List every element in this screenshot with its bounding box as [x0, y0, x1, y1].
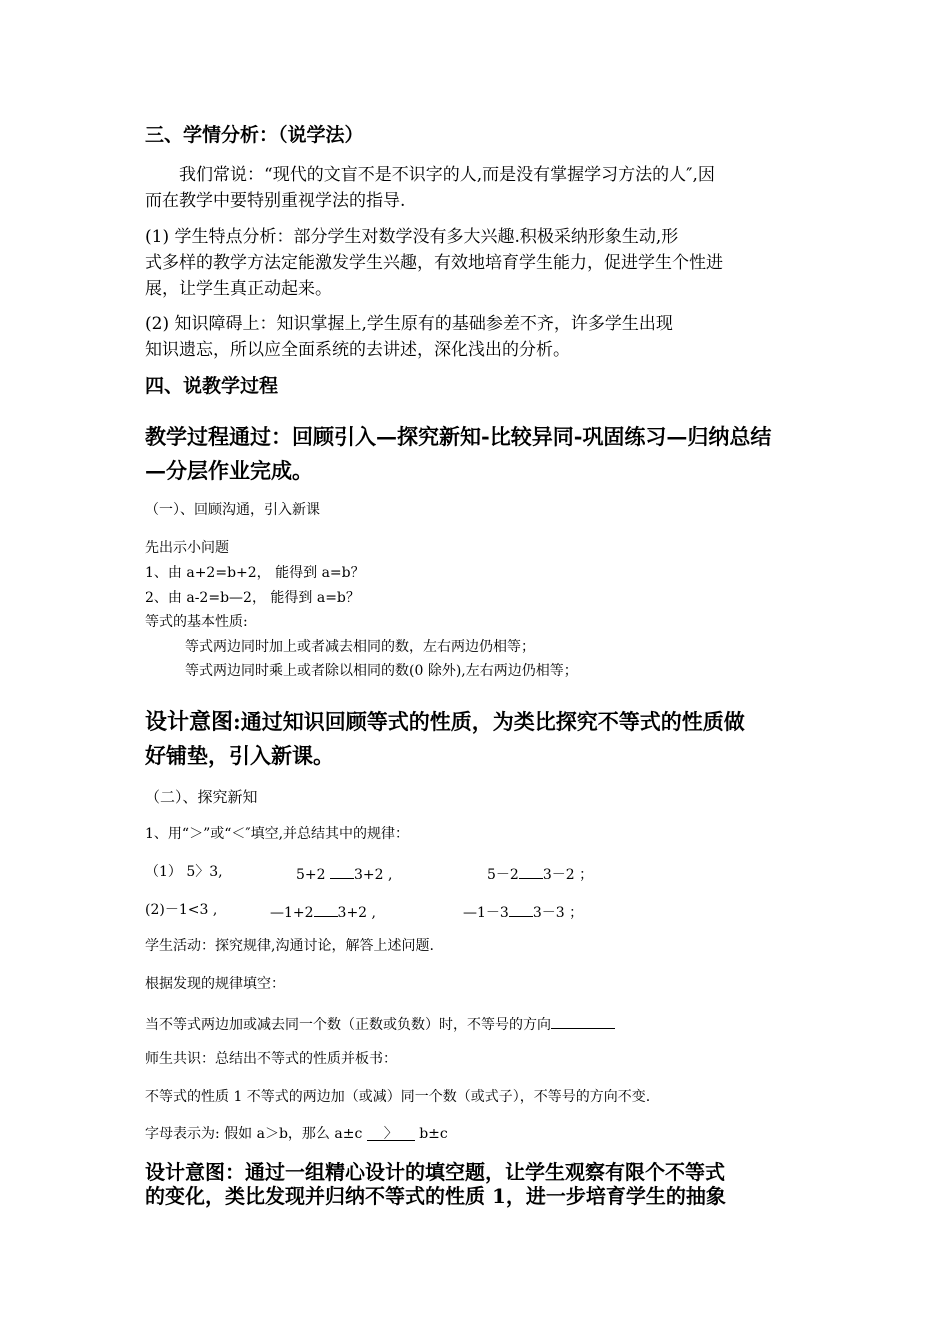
exercise-row-1-left: [296, 862, 392, 885]
design-intent-2-line-1: 设计意图：通过一组精心设计的填空题，让学生观察有限个不等式: [145, 1160, 725, 1184]
exercise-row-2-given: (2)－1<3 ,: [145, 902, 218, 918]
process-overview-line-2: —分层作业完成。: [145, 458, 313, 483]
intro-paragraph: [145, 162, 813, 214]
exercise-row-2-expr-c: —1－3: [463, 905, 509, 921]
fill-rule-statement: [145, 1012, 813, 1035]
exercise-row-1-expr-b: 3+2 ,: [354, 867, 393, 883]
symbolic-form-sign: 〉: [367, 1124, 415, 1141]
student-activity: 学生活动：探究规律,沟通讨论，解答上述问题.: [145, 938, 434, 954]
exercise-row-2-expr-b: 3+2 ,: [337, 905, 376, 921]
exercise-row-1-given: （1） 5〉3,: [145, 864, 223, 880]
equality-property-2: 等式两边同时乘上或者除以相同的数(0 除外),左右两边仍相等；: [185, 663, 578, 679]
section-heading-teaching-process: 四、说教学过程: [145, 375, 279, 397]
exercise-row-2-left: [270, 900, 376, 923]
process-overview: [145, 420, 813, 488]
inequality-property-1: 不等式的性质 1 不等式的两边加（或减）同一个数（或式子），不等号的方向不变.: [145, 1089, 651, 1105]
design-intent-2-line-2: 的变化，类比发现并归纳不等式的性质 1，进一步培育学生的抽象: [145, 1184, 726, 1208]
question-2: 2、由 a-2=b—2， 能得到 a=b？: [145, 590, 360, 606]
blank-answer[interactable]: [509, 900, 533, 917]
intro-line-2: 而在教学中要特别重视学法的指导.: [145, 191, 406, 211]
blank-answer[interactable]: [314, 900, 338, 917]
knowledge-barrier-paragraph: [145, 311, 813, 363]
symbolic-form: [145, 1124, 813, 1144]
exercise-row-1-expr-d: 3－2 ；: [542, 867, 594, 883]
fill-task-instruction: 1、用“＞”或“＜″填空,并总结其中的规律：: [145, 826, 410, 842]
question-1: 1、由 a+2=b+2， 能得到 a=b？: [145, 565, 365, 581]
symbolic-form-left: 字母表示为: 假如 a＞b，那么 a±c: [145, 1126, 367, 1142]
exercise-row-2-right: [463, 900, 583, 923]
fill-rule-intro: 根据发现的规律填空：: [145, 976, 285, 992]
section-heading-learning-analysis: 三、学情分析：（说学法）: [145, 124, 364, 146]
equality-properties-title: 等式的基本性质:: [145, 614, 248, 630]
process-overview-line-1: 教学过程通过：回顾引入—探究新知-比较异同-巩固练习—归纳总结: [145, 424, 772, 449]
design-intent-2: [145, 1160, 813, 1208]
design-intent-1: [145, 705, 813, 773]
exercise-row-1-expr-c: 5－2: [487, 867, 519, 883]
exercise-row-2-expr-a: —1+2: [270, 905, 314, 921]
knowledge-barrier-line-1: (2) 知识障碍上：知识掌握上,学生原有的基础参差不齐，许多学生出现: [145, 314, 673, 334]
equality-property-1: 等式两边同时加上或者减去相同的数，左右两边仍相等；: [185, 639, 535, 655]
part2-title: （二）、探究新知: [145, 788, 258, 806]
exercise-row-1-expr-a: 5+2: [296, 867, 330, 883]
design-intent-1-line-2: 好铺垫，引入新课。: [145, 743, 334, 768]
knowledge-barrier-line-2: 知识遗忘，所以应全面系统的去讲述，深化浅出的分析。: [145, 340, 570, 360]
student-traits-line-3: 展，让学生真正动起来。: [145, 279, 332, 299]
student-traits-paragraph: [145, 224, 813, 302]
symbolic-form-right: b±c: [414, 1126, 448, 1142]
student-traits-line-1: (1) 学生特点分析：部分学生对数学没有多大兴趣.积极采纳形象生动,形: [145, 227, 679, 247]
intro-line-1: 我们常说：“现代的文盲不是不识字的人,而是没有掌握学习方法的人″,因: [179, 165, 715, 185]
exercise-row-1-right: [487, 862, 593, 885]
part1-title: （一）、回顾沟通，引入新课: [145, 502, 320, 518]
blank-answer[interactable]: [519, 862, 543, 879]
teacher-student-consensus: 师生共识：总结出不等式的性质并板书：: [145, 1051, 397, 1067]
blank-answer[interactable]: [330, 862, 354, 879]
blank-answer[interactable]: [551, 1012, 615, 1029]
design-intent-1-line-1: :通过知识回顾等式的性质，为类比探究不等式的性质做: [233, 709, 745, 734]
student-traits-line-2: 式多样的教学方法定能激发学生兴趣，有效地培育学生能力，促进学生个性进: [145, 253, 723, 273]
question-intro: 先出示小问题: [145, 540, 229, 556]
design-intent-1-label: 设计意图: [145, 709, 234, 735]
fill-rule-text: 当不等式两边加或减去同一个数（正数或负数）时，不等号的方向: [145, 1017, 551, 1033]
exercise-row-2-expr-d: 3－3 ；: [532, 905, 584, 921]
